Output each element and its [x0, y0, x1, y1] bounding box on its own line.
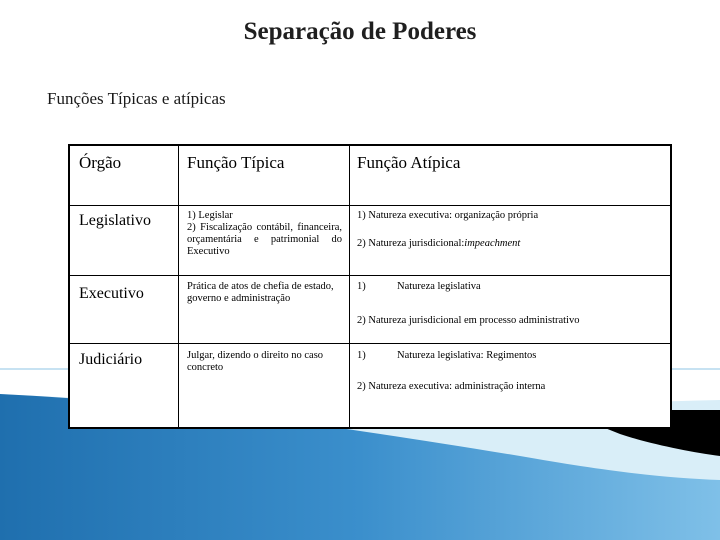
typical-judiciario — [187, 350, 345, 374]
atypical-executivo — [357, 281, 662, 327]
typical-item: Julgar, dizendo o direito no caso concreto — [187, 350, 324, 373]
atypical-judiciario — [357, 350, 662, 393]
typical-item: 1) Legislar — [187, 210, 233, 221]
typical-executivo — [187, 281, 345, 305]
column-divider — [349, 146, 350, 427]
organ-judiciario: Judiciário — [79, 351, 143, 368]
row-divider — [70, 205, 670, 206]
slide-title: Separação de Poderes — [243, 18, 477, 45]
organ-executivo: Executivo — [79, 285, 144, 302]
atypical-item: 2) Natureza jurisdicional:impeachment — [357, 238, 521, 249]
atypical-item: 1) Natureza legislativa: Regimentos — [357, 350, 537, 361]
header-organ: Órgão — [79, 153, 122, 172]
atypical-item: 2) Natureza jurisdicional em processo administrativo — [357, 315, 580, 326]
header-typical: Função Típica — [187, 153, 285, 172]
typical-item: 2) Fiscalização contábil, financeira, orçamentária e patrimonial do Executivo — [187, 222, 342, 257]
column-divider — [178, 146, 179, 427]
slide-subtitle: Funções Típicas e atípicas — [47, 89, 226, 108]
atypical-item: 2) Natureza executiva: administração interna — [357, 381, 546, 392]
atypical-legislativo — [357, 210, 662, 250]
organ-legislativo: Legislativo — [79, 212, 151, 229]
header-atypical: Função Atípica — [357, 153, 461, 172]
typical-legislativo — [187, 210, 342, 258]
atypical-item: 1) Natureza legislativa — [357, 281, 481, 292]
typical-item: Prática de atos de chefia de estado, governo e administração — [187, 281, 334, 304]
functions-table — [68, 144, 672, 429]
atypical-item: 1) Natureza executiva: organização própria — [357, 210, 539, 221]
row-divider — [70, 275, 670, 276]
row-divider — [70, 343, 670, 344]
